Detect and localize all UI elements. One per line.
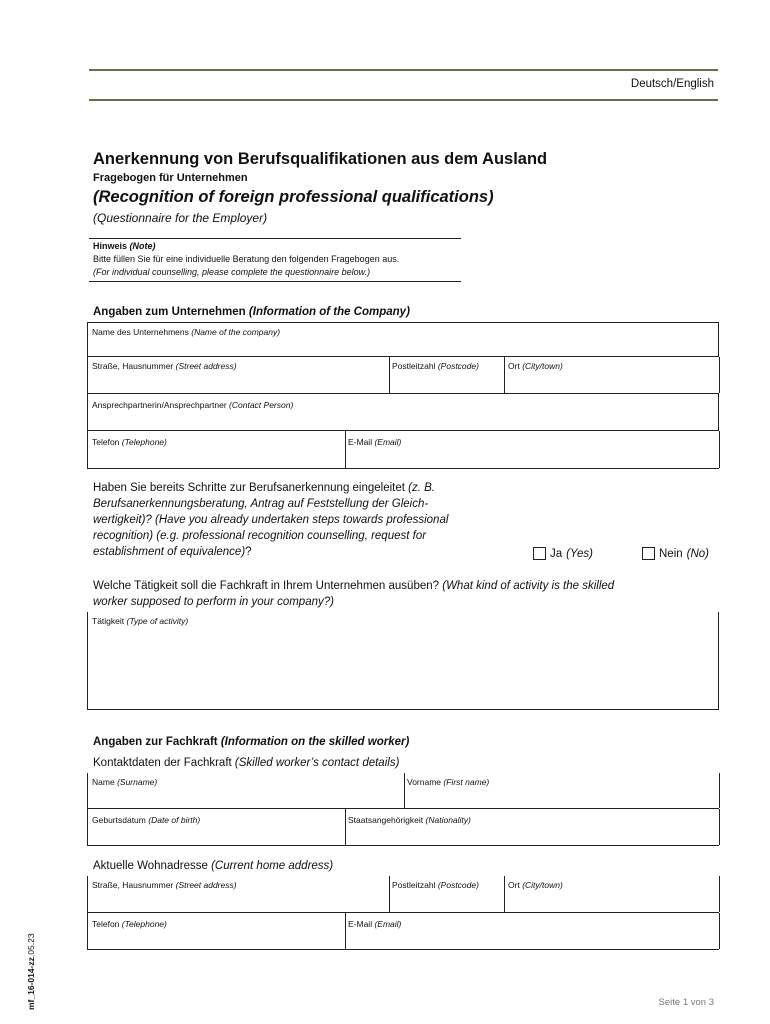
note-bottom-line	[89, 281, 461, 282]
worker-postcode-label: Postleitzahl (Postcode)	[392, 880, 479, 890]
note-text-german: Bitte füllen Sie für eine individuelle Beratung den folgenden Fragebogen aus.	[93, 254, 400, 264]
title-english: (Recognition of foreign professional qualifications)	[93, 188, 494, 206]
subtitle-english: (Questionnaire for the Employer)	[93, 211, 268, 225]
no-checkbox[interactable]	[642, 547, 655, 560]
worker-firstname-field[interactable]	[403, 773, 720, 808]
activity-label: Tätigkeit (Type of activity)	[92, 616, 189, 626]
worker-phone-row	[87, 913, 719, 950]
worker-street-field[interactable]	[87, 876, 390, 912]
yes-checkbox[interactable]	[533, 547, 546, 560]
note-top-line	[89, 238, 461, 239]
yes-checkbox-group[interactable]: Ja (Yes)	[533, 547, 593, 560]
worker-firstname-label: Vorname (First name)	[407, 777, 490, 787]
company-name-field[interactable]	[87, 322, 719, 357]
worker-address-heading: Aktuelle Wohnadresse (Current home address)	[93, 860, 334, 872]
company-postcode-label: Postleitzahl (Postcode)	[392, 361, 479, 371]
note-heading: Hinweis (Note)	[93, 241, 156, 251]
page-number: Seite 1 von 3	[658, 997, 714, 1008]
worker-nationality-label: Staatsangehörigkeit (Nationality)	[348, 815, 471, 825]
worker-phone-field[interactable]	[87, 913, 346, 949]
worker-city-label: Ort (City/town)	[508, 880, 563, 890]
subtitle-german: Fragebogen für Unternehmen	[93, 172, 248, 184]
company-postcode-field[interactable]	[388, 357, 505, 393]
company-email-label: E-Mail (Email)	[348, 437, 402, 447]
company-name-label: Name des Unternehmens (Name of the company)	[92, 327, 281, 337]
activity-field[interactable]	[87, 612, 719, 710]
company-phone-row	[87, 431, 719, 469]
note-text-english: (For individual counselling, please complete the questionnaire below.)	[93, 267, 371, 277]
worker-contact-heading: Kontaktdaten der Fachkraft (Skilled worker’s contact details)	[93, 757, 400, 769]
company-contact-field[interactable]	[87, 394, 719, 431]
company-phone-label: Telefon (Telephone)	[92, 437, 167, 447]
header-rule	[89, 99, 718, 101]
language-label: Deutsch/English	[630, 78, 714, 90]
form-code: mf_16-014-zz.05.23	[26, 933, 36, 1010]
worker-dob-row	[87, 809, 719, 846]
worker-postcode-field[interactable]	[388, 876, 505, 912]
company-street-label: Straße, Hausnummer (Street address)	[92, 361, 237, 371]
title-german: Anerkennung von Berufsqualifikationen aus dem Ausland	[93, 150, 548, 168]
company-heading: Angaben zum Unternehmen (Information of the Company)	[93, 306, 410, 318]
company-phone-field[interactable]	[87, 431, 346, 468]
company-city-field[interactable]	[504, 357, 720, 393]
company-street-field[interactable]	[87, 357, 390, 393]
worker-surname-field[interactable]	[87, 773, 405, 808]
question-activity-text: Welche Tätigkeit soll die Fachkraft in Ihrem Unternehmen ausüben? (What kind of activity is the skilled worker supposed to perform in your company?)	[93, 580, 615, 608]
top-rule	[89, 69, 718, 71]
worker-dob-label: Geburtsdatum (Date of birth)	[92, 815, 201, 825]
worker-dob-field[interactable]	[87, 809, 346, 845]
worker-email-field[interactable]	[344, 913, 720, 949]
company-address-row	[87, 357, 719, 394]
worker-surname-label: Name (Surname)	[92, 777, 158, 787]
worker-address-row	[87, 876, 719, 913]
worker-street-label: Straße, Hausnummer (Street address)	[92, 880, 237, 890]
worker-city-field[interactable]	[504, 876, 720, 912]
question-steps-text: Haben Sie bereits Schritte zur Berufsanerkennung eingeleitet (z. B. Berufsanerkennungsberatung, Antrag auf Feststellung der Gleich- wertigkeit)? (Have you already undertaken steps towards professional recognition) (e.g. professional recognition counselling, request for establishment of equivalence)?	[93, 482, 449, 558]
worker-name-row	[87, 773, 719, 809]
company-contact-label: Ansprechpartnerin/Ansprechpartner (Contact Person)	[92, 400, 294, 410]
no-checkbox-group[interactable]: Nein (No)	[642, 547, 709, 560]
worker-email-label: E-Mail (Email)	[348, 919, 402, 929]
worker-nationality-field[interactable]	[344, 809, 720, 845]
worker-heading: Angaben zur Fachkraft (Information on the skilled worker)	[93, 736, 410, 748]
company-email-field[interactable]	[344, 431, 720, 468]
worker-phone-label: Telefon (Telephone)	[92, 919, 167, 929]
company-city-label: Ort (City/town)	[508, 361, 563, 371]
